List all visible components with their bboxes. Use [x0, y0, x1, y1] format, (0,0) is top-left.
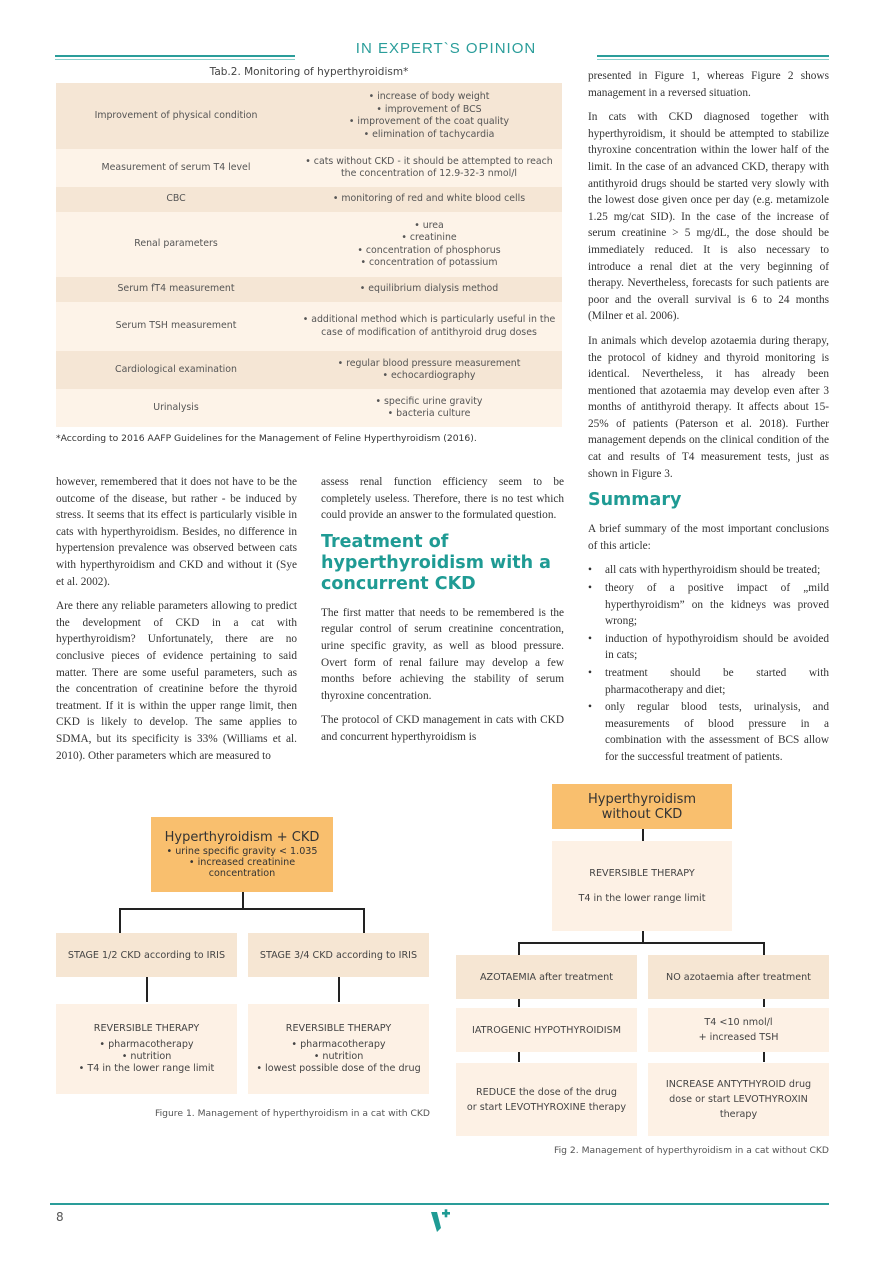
- fig1-root-title: Hyperthyroidism + CKD: [164, 830, 320, 845]
- table-cell-parameter: Urinalysis: [56, 389, 296, 427]
- paragraph: In cats with CKD diagnosed together with hyperthyroidism, it should be attempted to stabilize thyroxine concentration within the lower half of the limit. In the case of an advanced CKD, therapy with antithyroid drugs should be started very slowly with the lowest dose given once per day (e.g. metamizole 1.25 mg/cat SID). In the case of the increase of serum creatinine > 5 mg/dL, the dose should be immediately reduced. It is also necessary to introduce a renal diet at the very beginning of therapy. Nevertheless, forecasts for such patients are poor and the overall survival is 6 to 24 months (Milner et al. 2006).: [588, 111, 829, 323]
- summary-list: [588, 562, 829, 765]
- text-column-2: [321, 474, 564, 754]
- table-cell-details: [296, 83, 562, 149]
- table-cell-details: [296, 277, 562, 302]
- detail-line: • improvement of BCS: [376, 103, 482, 115]
- detail-line: • increase of body weight: [368, 91, 490, 102]
- vet-plus-logo-icon: [428, 1208, 454, 1234]
- box-line: REDUCE the dose of the drug: [476, 1086, 617, 1098]
- detail-line: • creatinine: [401, 232, 457, 243]
- fig2-root-line: without CKD: [601, 806, 683, 822]
- therapy-line: • nutrition: [121, 1051, 172, 1062]
- therapy-title: REVERSIBLE THERAPY: [285, 1023, 392, 1034]
- summary-intro: A brief summary of the most important conclusions of this article:: [588, 523, 829, 552]
- table-cell-details: [296, 389, 562, 427]
- fig1-root-line: concentration: [208, 868, 276, 879]
- box-line: + increased TSH: [698, 1032, 779, 1043]
- fig2-branch-left-box: AZOTAEMIA after treatment: [456, 955, 637, 999]
- table-cell-parameter: CBC: [56, 187, 296, 212]
- box-line: dose or start LEVOTHYROXIN: [669, 1094, 808, 1105]
- header-rule-left: [55, 55, 295, 57]
- therapy-title: REVERSIBLE THERAPY: [93, 1023, 200, 1034]
- connector: [338, 977, 340, 1002]
- connector: [518, 1052, 520, 1062]
- table-cell-details: [296, 212, 562, 277]
- connector: [642, 829, 644, 841]
- fig2-mid-right-box: [648, 1008, 829, 1052]
- text-column-3: [588, 68, 829, 767]
- paragraph: The protocol of CKD management in cats with CKD and concurrent hyperthyroidism is: [321, 714, 564, 743]
- fig1-therapy-right-box: [248, 1004, 429, 1094]
- summary-heading: Summary: [588, 490, 682, 511]
- fig1-root-line: • increased creatinine: [188, 857, 296, 868]
- fig2-end-left-box: [456, 1063, 637, 1136]
- detail-line: • regular blood pressure measurement: [337, 357, 521, 369]
- header-rule-right: [597, 55, 829, 57]
- summary-item: • treatment should be started with pharmacotherapy and diet;: [588, 665, 829, 698]
- therapy-line: • pharmacotherapy: [291, 1039, 386, 1050]
- table-cell-parameter: Cardiological examination: [56, 351, 296, 389]
- fig2-therapy-box: [552, 841, 732, 931]
- therapy-line: T4 in the lower range limit: [578, 893, 706, 904]
- connector: [363, 908, 365, 933]
- fig2-branch-right-box: NO azotaemia after treatment: [648, 955, 829, 999]
- paragraph: The first matter that needs to be remembered is the regular control of serum creatinine concentration, urine specific gravity, as well as blood pressure. Overt form of renal failure may develop a few months before achieving the stability of serum thyroxine concentration.: [321, 606, 564, 702]
- therapy-line: • pharmacotherapy: [99, 1039, 194, 1050]
- detail-line: • cats without CKD - it should be attempted to reach the concentration of 12.9-32-3 nmol/l: [305, 155, 553, 179]
- table-cell-details: [296, 149, 562, 187]
- summary-item: • theory of a positive impact of „mild hyperthyroidism” on the kidneys was proved wrong;: [588, 580, 829, 630]
- detail-line: • equilibrium dialysis method: [359, 283, 499, 295]
- fig2-root-line: Hyperthyroidism: [587, 791, 697, 807]
- connector: [119, 908, 364, 910]
- detail-line: • specific urine gravity: [375, 395, 483, 407]
- header-rule-right-thin: [597, 59, 829, 60]
- detail-line: • concentration of potassium: [360, 257, 498, 268]
- detail-line: • urea: [414, 219, 444, 231]
- monitoring-table: [56, 83, 562, 427]
- detail-line: • elimination of tachycardia: [363, 128, 495, 140]
- detail-line: • monitoring of red and white blood cells: [332, 193, 526, 205]
- table-cell-parameter: Measurement of serum T4 level: [56, 149, 296, 187]
- table-cell-parameter: Serum fT4 measurement: [56, 277, 296, 302]
- footer-rule: [50, 1203, 829, 1205]
- table-row: [56, 351, 562, 389]
- therapy-line: • lowest possible dose of the drug: [256, 1063, 421, 1074]
- table-cell-details: [296, 187, 562, 212]
- figure-2-caption: Fig 2. Management of hyperthyroidism in a cat without CKD: [553, 1145, 829, 1156]
- fig1-stage-right-box: STAGE 3/4 CKD according to IRIS: [248, 933, 429, 977]
- connector: [518, 942, 520, 956]
- figure-1-caption: Figure 1. Management of hyperthyroidism in a cat with CKD: [154, 1108, 430, 1119]
- table-title: Tab.2. Monitoring of hyperthyroidism*: [209, 66, 409, 78]
- page-number: 8: [56, 1210, 64, 1224]
- table-row: [56, 277, 562, 302]
- fig1-root-line: • urine specific gravity < 1.035: [166, 846, 318, 857]
- section-heading: Treatment of hyperthyroidism with a concurrent CKD: [321, 531, 551, 594]
- detail-line: • improvement of the coat quality: [348, 116, 510, 127]
- summary-item: • induction of hypothyroidism should be avoided in cats;: [588, 631, 829, 664]
- detail-line: • additional method which is particularly useful in the case of modification of antithyroid drug doses: [302, 314, 556, 338]
- connector: [518, 999, 520, 1007]
- connector: [242, 892, 244, 909]
- therapy-title: REVERSIBLE THERAPY: [589, 868, 695, 879]
- paragraph: assess renal function efficiency seem to be completely useless. Therefore, there is no test which could provide an answer to the formulated question.: [321, 476, 564, 522]
- table-cell-parameter: Improvement of physical condition: [56, 83, 296, 149]
- connector: [119, 908, 121, 933]
- table-row: [56, 83, 562, 149]
- box-line: therapy: [719, 1109, 758, 1120]
- connector: [763, 1052, 765, 1062]
- connector: [763, 999, 765, 1007]
- detail-line: • bacteria culture: [387, 408, 471, 419]
- summary-item: • all cats with hyperthyroidism should be treated;: [588, 562, 829, 579]
- box-line: INCREASE ANTYTHYROID drug: [665, 1079, 812, 1090]
- table-cell-details: [296, 351, 562, 389]
- detail-line: • concentration of phosphorus: [357, 244, 501, 256]
- summary-item: • only regular blood tests, urinalysis, and measurements of blood pressure in a combination with the assessment of BCS allow for the successful treatment of patients.: [588, 699, 829, 765]
- fig1-therapy-left-box: [56, 1004, 237, 1094]
- fig2-mid-left-box: IATROGENIC HYPOTHYROIDISM: [456, 1008, 637, 1052]
- table-row: [56, 149, 562, 187]
- table-footnote: *According to 2016 AAFP Guidelines for the Management of Feline Hyperthyroidism (2016).: [56, 433, 477, 444]
- connector: [518, 942, 764, 944]
- section-title: IN EXPERT`S OPINION: [355, 40, 537, 57]
- box-line: T4 <10 nmol/l: [704, 1017, 773, 1028]
- header-rule-left-thin: [55, 59, 295, 60]
- table-row: [56, 187, 562, 212]
- paragraph: In animals which develop azotaemia during therapy, the protocol of kidney and thyroid monitoring is identical. Nevertheless, it has already been mentioned that azotaemia may develop even after 3 months of antithyroid therapy. It affects about 15-25% of patients (Paterson et al. 2018). Further management depends on the clinical condition of the cat and results of T4 measurement tests, just as shown in Figure 3.: [588, 334, 829, 480]
- detail-line: • echocardiography: [382, 370, 476, 381]
- fig2-root-box: [552, 784, 732, 829]
- table-row: [56, 389, 562, 427]
- fig1-stage-left-box: STAGE 1/2 CKD according to IRIS: [56, 933, 237, 977]
- fig1-root-box: [151, 817, 333, 892]
- paragraph: however, remembered that it does not have to be the outcome of the disease, but rather - be induced by stress. It seems that its effect is particularly visible in cats with hyperthyroidism. Besides, no difference in hypertension prevalence was observed between cats with hyperthyroidism and CKD and without it (Sye et al. 2002).: [56, 476, 297, 588]
- box-line: or start LEVOTHYROXINE therapy: [466, 1101, 627, 1113]
- paragraph: presented in Figure 1, whereas Figure 2 shows management in a reversed situation.: [588, 70, 829, 99]
- paragraph: Are there any reliable parameters allowing to predict the development of CKD in a cat with hyperthyroidism? Unfortunately, there are no conclusive pieces of evidence pertaining to said matter. There are some useful parameters, such as the concentration of creatinine before the thyroid treatment. If it is within the upper range limit, then CKD is likely to develop. The same applies to SDMA, but its specificity is 33% (Williams et al. 2010). Other parameters which are measured to: [56, 600, 297, 762]
- connector: [146, 977, 148, 1002]
- therapy-line: • T4 in the lower range limit: [78, 1063, 215, 1074]
- connector: [763, 942, 765, 956]
- fig2-end-right-box: [648, 1063, 829, 1136]
- therapy-line: • nutrition: [313, 1051, 364, 1062]
- text-column-1: [56, 474, 297, 772]
- table-cell-parameter: Renal parameters: [56, 212, 296, 277]
- table-cell-details: [296, 302, 562, 351]
- table-row: [56, 302, 562, 351]
- table-cell-parameter: Serum TSH measurement: [56, 302, 296, 351]
- table-row: [56, 212, 562, 277]
